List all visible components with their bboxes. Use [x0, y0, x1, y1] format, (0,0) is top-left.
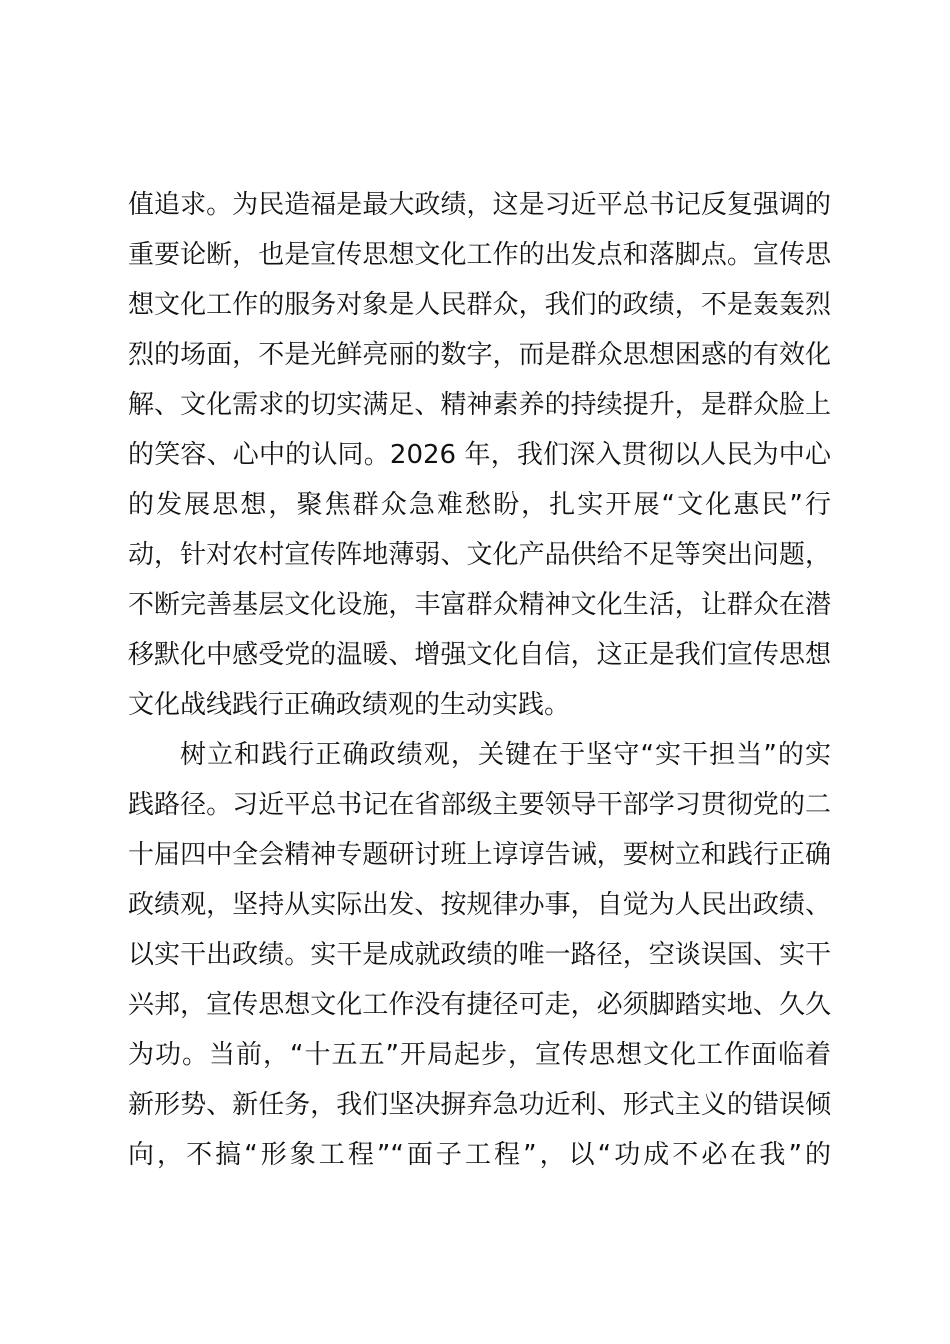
text-line: 为功。当前，“十五五”开局起步，宣传思想文化工作面临着: [128, 1040, 831, 1070]
text-line: 不断完善基层文化设施，丰富群众精神文化生活，让群众在潜: [128, 590, 831, 620]
text-line: 解、文化需求的切实满足、精神素养的持续提升，是群众脸上: [128, 390, 831, 420]
text-line: 十届四中全会精神专题研讨班上谆谆告诫，要树立和践行正确: [128, 840, 831, 870]
text-line: 兴邦，宣传思想文化工作没有捷径可走，必须脚踏实地、久久: [128, 990, 831, 1020]
text-line: 践路径。习近平总书记在省部级主要领导干部学习贯彻党的二: [128, 790, 831, 820]
text-line: 重要论断，也是宣传思想文化工作的出发点和落脚点。宣传思: [128, 240, 831, 270]
text-line: 的发展思想，聚焦群众急难愁盼，扎实开展“文化惠民”行: [128, 490, 831, 520]
text-line: 政绩观，坚持从实际出发、按规律办事，自觉为人民出政绩、: [128, 890, 831, 920]
text-line: 以实干出政绩。实干是成就政绩的唯一路径，空谈误国、实干: [128, 940, 831, 970]
text-line: 文化战线践行正确政绩观的生动实践。: [128, 690, 571, 720]
paragraph: [128, 184, 831, 734]
document-page: [128, 184, 831, 1184]
text-line: 动，针对农村宣传阵地薄弱、文化产品供给不足等突出问题，: [128, 540, 831, 570]
text-line: 移默化中感受党的温暖、增强文化自信，这正是我们宣传思想: [128, 640, 831, 670]
paragraph: [128, 734, 831, 1184]
text-line: 烈的场面，不是光鲜亮丽的数字，而是群众思想困惑的有效化: [128, 340, 831, 370]
text-line: 的笑容、心中的认同。2026 年，我们深入贯彻以人民为中心: [128, 440, 831, 470]
text-line: 想文化工作的服务对象是人民群众，我们的政绩，不是轰轰烈: [128, 290, 831, 320]
text-line: 树立和践行正确政绩观，关键在于坚守“实干担当”的实: [180, 740, 831, 770]
text-line: 新形势、新任务，我们坚决摒弃急功近利、形式主义的错误倾: [128, 1090, 831, 1120]
text-line: 值追求。为民造福是最大政绩，这是习近平总书记反复强调的: [128, 190, 831, 220]
text-line: 向，不搞“形象工程”“面子工程”，以“功成不必在我”的: [128, 1140, 831, 1170]
